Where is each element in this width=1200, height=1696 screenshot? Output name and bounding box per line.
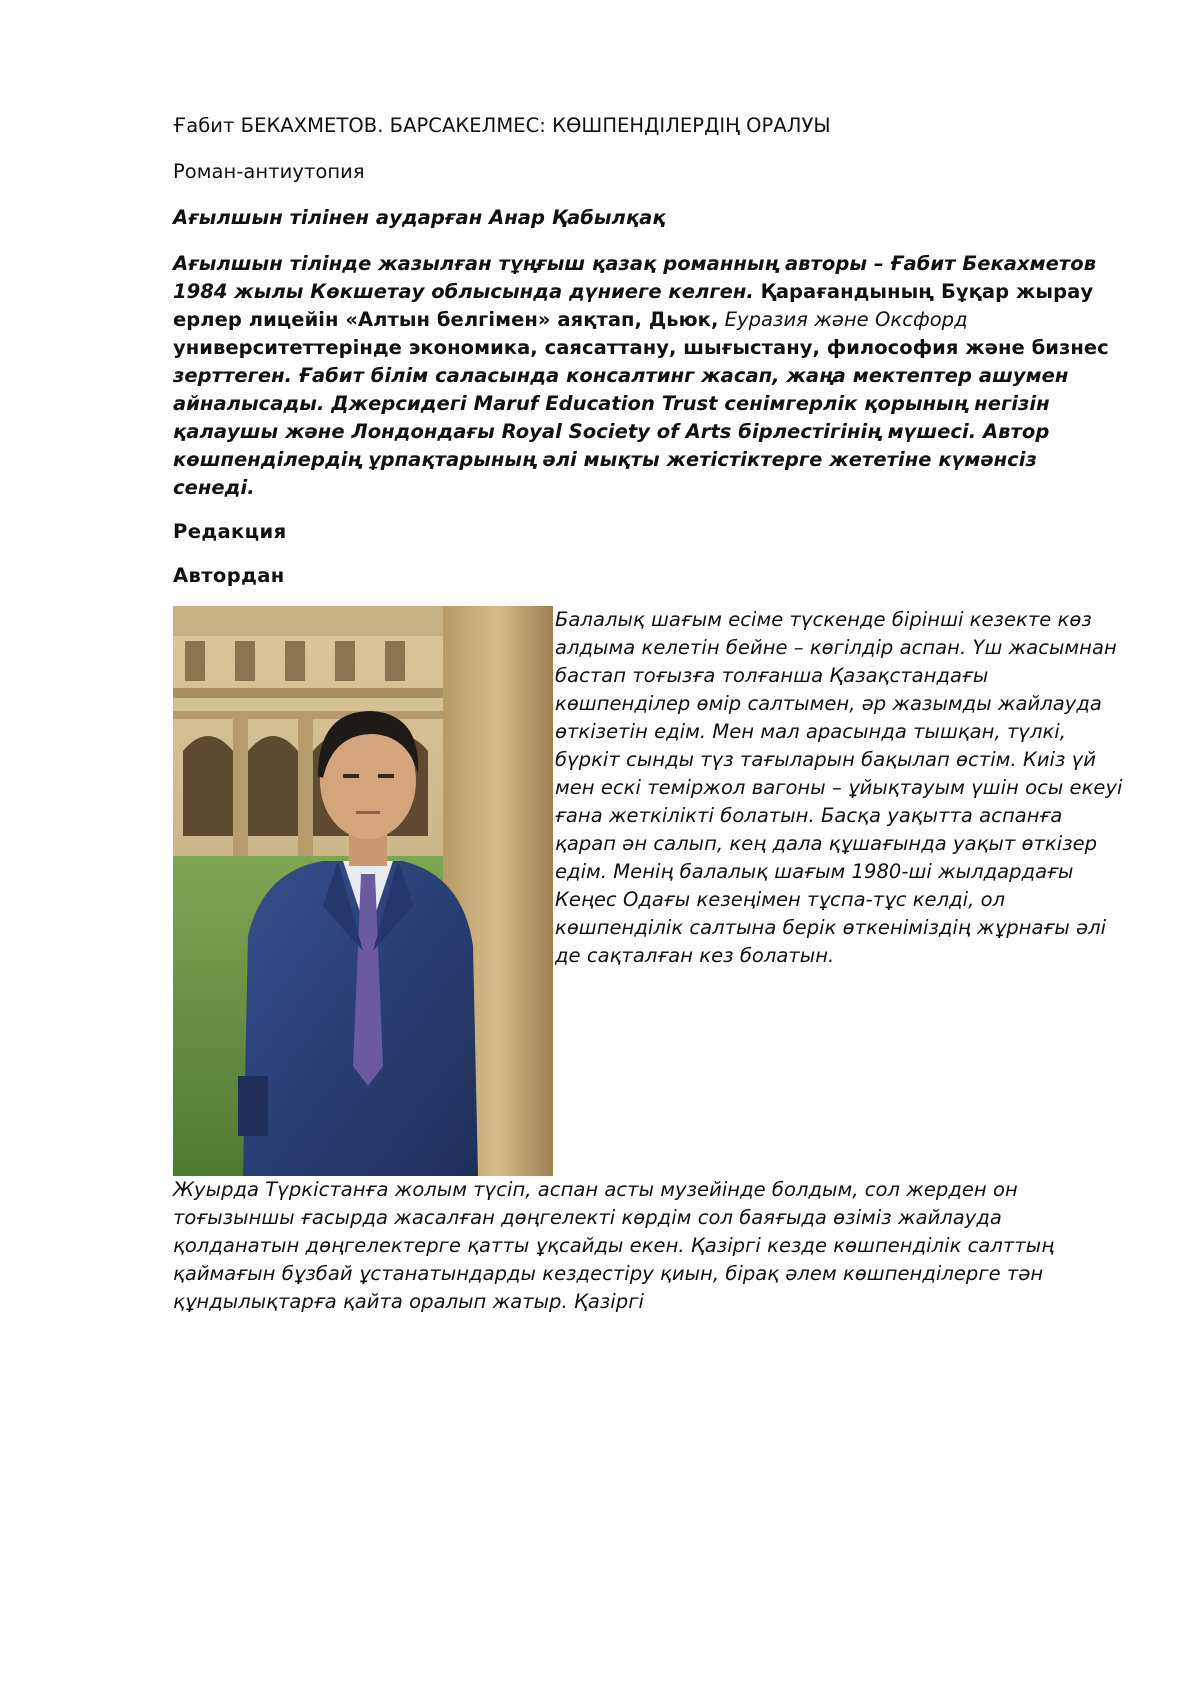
bio-part-1: Ағылшын тілінде жазылған тұңғыш қазақ романның авторы – Ғабит Бекахметов 1984 жылы Көкшетау облысында дүниеге келген.: [173, 252, 1097, 303]
bio-part-4: университеттерінде экономика, саясаттану, шығыстану, философия және бизнес: [173, 336, 1109, 359]
document-title: Ғабит БЕКАХМЕТОВ. БАРСАКЕЛМЕС: КӨШПЕНДІЛЕРДІҢ ОРАЛУЫ: [173, 114, 831, 137]
author-portrait-image: [173, 606, 553, 1176]
section-from-author: Автордан: [173, 564, 285, 587]
story-paragraph-2: Жуырда Түркістанға жолым түсіп, аспан асты музейінде болдым, сол жерден он тоғызыншы ғасырда жасалған дөңгелекті көрдім сол баяғыда өзіміз жайлауда қолданатын дөңгелектерге қатты ұқсайды екен. Қазіргі кезде көшпенділік салттың қаймағын бұзбай ұстанатындарды кездестіру қиын, бірақ әлем көшпенділерге тән құндылықтарға қайта оралып жатыр. Қазіргі: [173, 1178, 1055, 1313]
author-story: [173, 606, 1123, 1316]
bio-part-2: Қарағандының Бұқар жырау ерлер лицейін «Алтын белгімен» аяқтап, Дьюк,: [173, 280, 1094, 331]
document-page: [173, 112, 1123, 1332]
section-editorial: Редакция: [173, 520, 287, 543]
author-photo: [173, 606, 553, 1176]
bio-part-5: зерттеген. Ғабит білім саласында консалтинг жасап, жаңа мектептер ашумен айналысады. Джерсидегі Maruf Education Trust сенімгерлік қорының негізін қалаушы және Лондондағы Royal Society of Arts бірлестігінің мүшесі. Автор көшпенділердің ұрпақтарының әлі мықты жетістіктерге жететіне күмәнсіз сенеді.: [173, 364, 1069, 499]
translator-credit: Ағылшын тілінен аударған Анар Қабылқақ: [173, 206, 666, 229]
author-bio: [173, 250, 1123, 502]
bio-part-3: Еуразия және Оксфорд: [718, 308, 968, 331]
document-subtitle: Роман-антиутопия: [173, 160, 365, 183]
story-paragraph-1: Балалық шағым есіме түскенде бірінші кезекте көз алдыма келетін бейне – көгілдір аспан. Үш жасымнан бастап тоғызға толғанша Қазақстандағы көшпенділер өмір салтымен, әр жазымды жайлауда өткізетін едім. Мен мал арасында тышқан, түлкі, бүркіт сынды түз тағыларын бақылап өстім. Киіз үй мен ескі теміржол вагоны – ұйықтауым үшін осы екеуі ғана жеткілікті болатын. Басқа уақытта аспанға қарап ән салып, кең дала құшағында уақыт өткізер едім. Менің балалық шағым 1980-ші жылдардағы Кеңес Одағы кезеңімен тұспа-тұс келді, ол көшпенділік салтына берік өткеніміздің жұрнағы әлі де сақталған кез болатын.: [555, 608, 1123, 967]
